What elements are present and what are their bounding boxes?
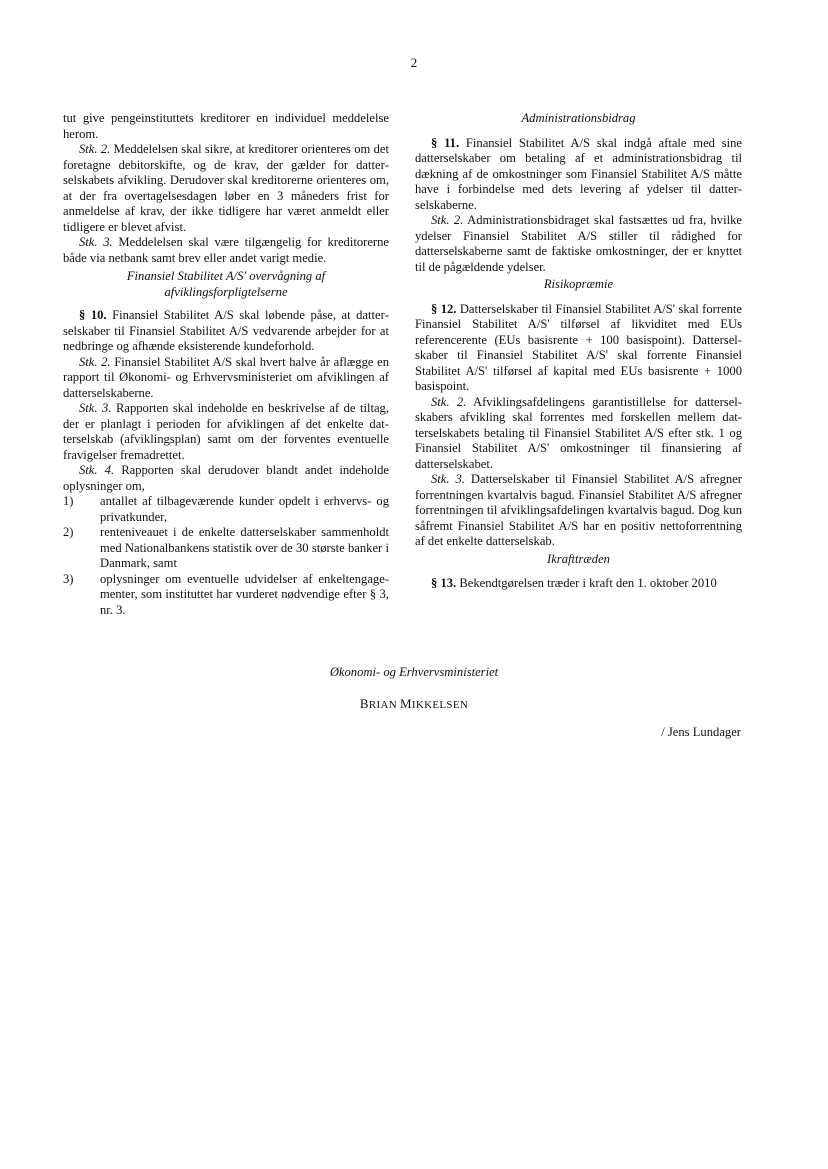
paragraph-text: Bekendtgørelsen træder i kraft den 1. oktober 2010 [456,576,717,590]
stk-label: Stk. 4. [79,463,115,477]
section-number: § 13. [431,576,457,590]
minister-name [0,696,828,712]
list-number: 1) [63,494,74,508]
paragraph-text: Finansiel Stabilitet A/S skal indgå aftale med sine datterselskaber om betaling af et administrationsbidrag til dækning af de omkostninger som Finansiel Stabilitet A/S måtte have i forbindelse med dets levering af ydelser til datterselskaberne. [415,135,743,212]
paragraph-text: Rapporten skal derudover blandt andet indeholde oplysninger om, [63,463,389,493]
paragraph-text: Administrationsbidraget skal fastsættes ud fra, hvilke ydelser Finansiel Stabilitet A/S stiller til rådighed for datterselskaberne samt de faktiske omkostninger, der er knyttet til de pågældende ydelser. [415,213,742,274]
paragraph-text: Rapporten skal indeholde en beskrivelse af de tiltag, der er planlagt i perioden for afviklingen af det enkelte datterselskab (afviklingsplan) samt om der forventes eventuelle fravigelser fremadrettet. [63,401,389,462]
section-heading: Risikopræmie [543,277,614,291]
stk-label: Stk. 2. [79,142,111,156]
section-12-stk-3 [415,472,742,550]
list-text: oplysninger om eventuelle udvidelser af enkeltengagementer, som instituttet har vurderet nødvendige efter § 3, nr. 3. [100,571,389,617]
stk-label: Stk. 3. [79,235,113,249]
section-12-stk-2 [415,395,742,473]
paragraph-text: Datterselskaber til Finansiel Stabilitet A/S afregner forrentningen kvartalvis bagud. Finansiel Stabilitet A/S afregner forrentningen til afviklingsafdelingen kvartalvis bagud. Dog kun såfremt Finansiel Stabilitet A/S har en positiv nettoforrentning af det enkelte datterselskab. [415,472,742,548]
list-text: antallet af tilbageværende kunder opdelt i erhvervs- og privatkunder, [100,494,389,524]
stk-label: Stk. 3. [431,472,465,486]
minister-first-rest: RIAN [368,699,397,711]
section-10-stk-4 [63,463,389,494]
official-signature: / Jens Lundager [661,725,741,739]
page-number: 2 [410,55,418,70]
section-number: § 11. [431,135,460,150]
section-heading: Administrationsbidrag [521,111,636,125]
stk-label: Stk. 2. [79,354,111,369]
section-number: § 10. [79,308,107,322]
minister-last-initial: M [400,696,412,711]
list-text: renteniveauet i de enkelte datterselskaber sammenholdt med Nationalbankens statistik over de 30 største banker i Danmark, samt [100,525,389,570]
paragraph-stk-3 [63,235,389,266]
paragraph-continuation: tut give pengeinstituttets kreditorer en individuel meddelelse herom. [63,111,389,141]
section-13 [415,576,742,592]
list-item [63,572,389,619]
minister-first-initial: B [359,696,369,711]
section-number: § 12. [431,301,457,316]
ministry-signature: Økonomi- og Erhvervsministeriet [329,665,499,679]
list-item [63,494,389,525]
stk-label: Stk. 3. [79,401,112,415]
right-column [415,111,742,592]
paragraph-text: Finansiel Stabilitet A/S skal hvert halve år aflægge en rapport til Økonomi- og Erhvervsministeriet om afviklingen af datterselskaberne. [63,354,389,400]
section-10-stk-2 [63,355,389,402]
section-heading: Finansiel Stabilitet A/S' overvågning af afviklingsforpligtelserne [126,269,326,299]
paragraph-text: Datterselskaber til Finansiel Stabilitet A/S' skal forrente Finansiel Stabilitet A/S' tilførsel af likviditet med EUs referencerente (EUs basisrente + 100 basispoint). Datterselskaber til Finansiel Stabilitet A/S' skal forrente Finansiel Stabilitet A/S' tilførsel af kapital med EUs basisrente + 1000 basispoint. [415,301,742,393]
stk-label: Stk. 2. [431,213,464,227]
section-10-stk-3 [63,401,389,463]
section-10 [63,308,389,355]
list-item [63,525,389,572]
section-12 [415,302,742,395]
paragraph-text: Meddelelsen skal være tilgængelig for kreditorerne både via netbank samt brev eller andet varigt medie. [63,235,389,265]
paragraph-text: Meddelelsen skal sikre, at kreditorer orienteres om det foretagne debitorskifte, og de krav, der gælder for datterselskabets afvikling. Derudover skal kreditorerne orienteres om, at der fra overtagelsesdagen løber en 3 måneders frist for anmeldelse af krav, der ikke tidligere har været anmeldt eller tidligere er blevet afvist. [63,142,389,234]
paragraph-text: Afviklingsafdelingens garantistillelse for datterselskabers afvikling skal forrentes med forskellen mellem datterselskabets betaling til Finansiel Stabilitet A/S efter stk. 1 og Finansiel Stabilitet A/S' omkostninger til finansiering af datterselskabet. [415,394,742,471]
paragraph-stk-2 [63,142,389,235]
left-column [63,111,389,618]
section-heading: Ikrafttræden [547,551,610,566]
paragraph-text: Finansiel Stabilitet A/S skal løbende påse, at datterselskaber til Finansiel Stabilitet A/S vedvarende arbejder for at nedbringe og afhænde eksisterende kundeforhold. [63,308,389,353]
list-number: 2) [63,525,74,539]
numbered-list [63,494,389,618]
stk-label: Stk. 2. [431,394,467,409]
section-11 [415,136,742,214]
list-number: 3) [63,571,74,586]
section-11-stk-2 [415,213,742,275]
minister-last-rest: IKKELSEN [411,699,469,711]
